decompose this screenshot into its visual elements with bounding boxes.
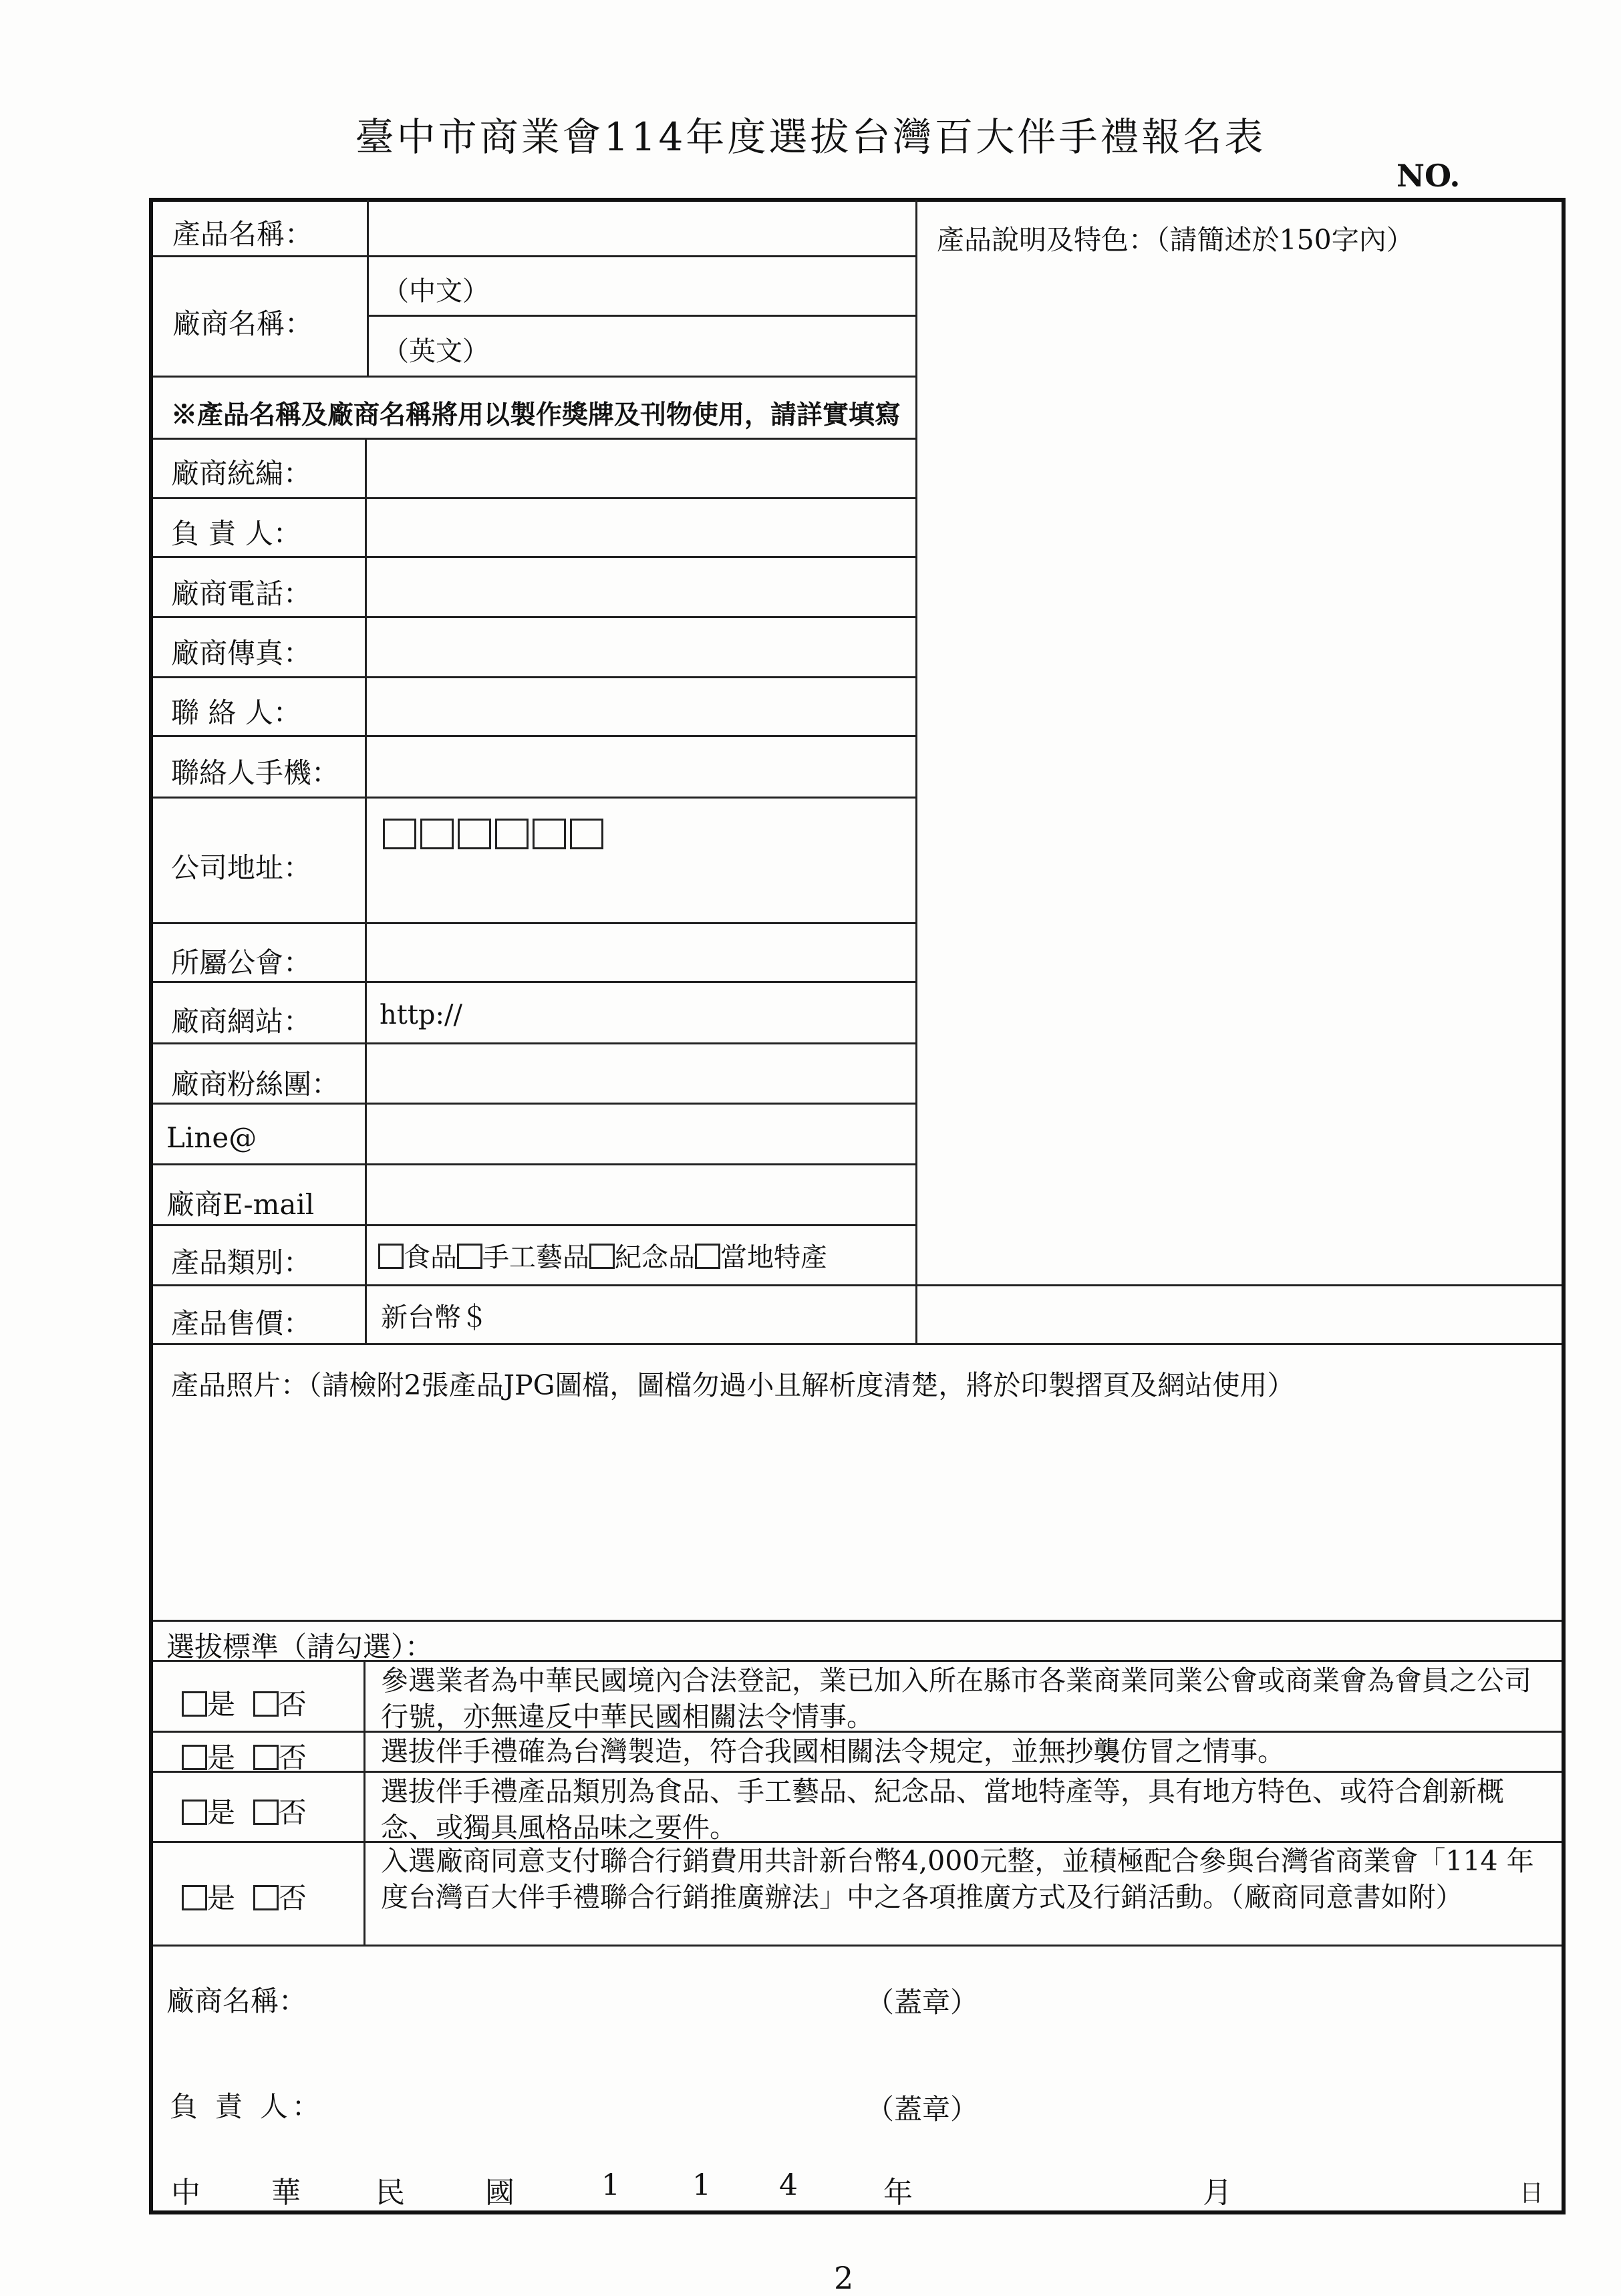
signature-company-label: 廠商名稱： [166, 1985, 307, 2017]
english-name-label: （英文） [382, 336, 489, 367]
company-stamp-label: （蓋章） [866, 1986, 979, 2019]
fanpage-label: 廠商粉絲團： [171, 1068, 340, 1101]
criterion-1-choice[interactable]: 是 否 [182, 1683, 307, 1723]
line-label: Line@ [166, 1121, 257, 1154]
tax-id-label: 廠商統編： [171, 457, 312, 490]
email-label: 廠商E-mail [166, 1188, 315, 1221]
website-label: 廠商網站： [171, 1005, 312, 1038]
website-value: http:// [380, 1000, 462, 1030]
price-value: 新台幣＄ [381, 1302, 488, 1333]
owner-label: 負 責 人： [171, 517, 301, 550]
address-label: 公司地址： [171, 851, 312, 884]
phone-label: 廠商電話： [171, 577, 312, 610]
category-handicraft-checkbox[interactable] [457, 1244, 482, 1269]
description-label: 產品說明及特色：（請簡述於150字內） [937, 224, 1414, 256]
criterion-3-choice[interactable]: 是 否 [182, 1791, 307, 1831]
company-name-label: 廠商名稱： [172, 307, 313, 340]
form-number-label: NO. [1396, 158, 1461, 194]
signature-owner-label: 負 責 人： [170, 2090, 324, 2123]
criterion-3-text: 選拔伴手禮產品類別為食品、手工藝品、紀念品、當地特產等，具有地方特色、或符合創新概念、或獨具風格品味之要件。 [381, 1775, 1504, 1844]
name-usage-note: ※產品名稱及廠商名稱將用以製作獎牌及刊物使用，請詳實填寫 [171, 400, 901, 430]
criterion-2-text: 選拔伴手禮確為台灣製造，符合我國相關法令規定，並無抄襲仿冒之情事。 [381, 1735, 1285, 1767]
contact-label: 聯 絡 人： [171, 696, 301, 729]
photo-label: 產品照片：（請檢附2張產品JPG圖檔，圖檔勿過小且解析度清楚，將於印製摺頁及網站使用） [171, 1369, 1295, 1401]
contact-mobile-label: 聯絡人手機： [171, 756, 340, 789]
postal-code-boxes[interactable] [383, 819, 607, 849]
category-souvenir-checkbox[interactable] [589, 1244, 615, 1269]
category-options[interactable]: 食品 手工藝品 紀念品 當地特產 [378, 1236, 827, 1274]
owner-stamp-label: （蓋章） [866, 2093, 979, 2126]
criterion-1-text: 參選業者為中華民國境內合法登記，業已加入所在縣市各業商業同業公會或商業會為會員之公司行號，亦無違反中華民國相關法令情事。 [381, 1665, 1531, 1733]
criterion-4-text: 入選廠商同意支付聯合行銷費用共計新台幣4,000元整，並積極配合參與台灣省商業會「114 年度台灣百大伴手禮聯合行銷推廣辦法」中之各項推廣方式及行銷活動。（廠商同意書如附） [381, 1845, 1534, 1913]
page-number: 2 [834, 2260, 854, 2296]
form-title: 臺中市商業會114年度選拔台灣百大伴手禮報名表 [355, 114, 1266, 160]
category-label: 產品類別： [171, 1246, 312, 1279]
category-food-checkbox[interactable] [378, 1244, 404, 1269]
association-label: 所屬公會： [171, 946, 312, 979]
criterion-2-choice[interactable]: 是 否 [182, 1736, 307, 1776]
chinese-name-label: （中文） [382, 276, 489, 307]
criterion-4-choice[interactable]: 是 否 [182, 1876, 307, 1916]
product-name-label: 產品名稱： [172, 218, 313, 251]
fax-label: 廠商傳真： [171, 637, 312, 670]
criteria-heading: 選拔標準（請勾選）： [166, 1630, 434, 1663]
price-label: 產品售價： [171, 1307, 312, 1340]
category-local-specialty-checkbox[interactable] [695, 1244, 720, 1269]
